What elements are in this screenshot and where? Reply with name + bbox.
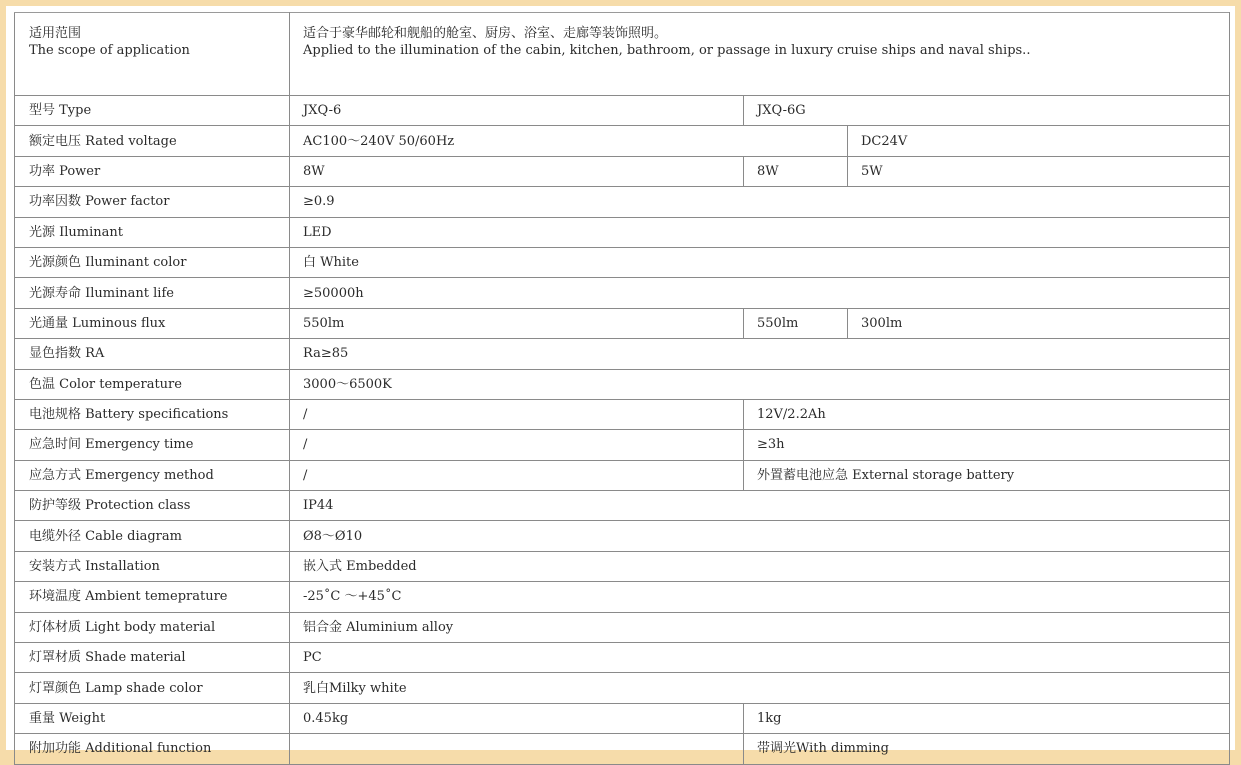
- row-value: 乳白Milky white: [290, 673, 1230, 703]
- row-label: 电池规格 Battery specifications: [15, 399, 290, 429]
- table-row-shade-color: [15, 673, 1230, 703]
- row-label: 安装方式 Installation: [15, 551, 290, 581]
- table-row-ambient-temperature: [15, 582, 1230, 612]
- scope-label-en: The scope of application: [29, 43, 190, 58]
- voltage-ac: AC100～240V 50/60Hz: [290, 126, 848, 156]
- table-row-ra: [15, 339, 1230, 369]
- scope-label-cn: 适用范围: [29, 26, 82, 41]
- row-label: 光源 Iluminant: [15, 217, 290, 247]
- row-label: 电缆外径 Cable diagram: [15, 521, 290, 551]
- row-label: 应急方式 Emergency method: [15, 460, 290, 490]
- table-row-scope: [15, 13, 1230, 96]
- voltage-dc: DC24V: [848, 126, 1230, 156]
- row-label: 光通量 Luminous flux: [15, 308, 290, 338]
- emergency-time-value-2: ≥3h: [744, 430, 1230, 460]
- power-value-3: 5W: [848, 156, 1230, 186]
- row-label: 色温 Color temperature: [15, 369, 290, 399]
- row-label: 灯罩颜色 Lamp shade color: [15, 673, 290, 703]
- additional-value-1: [290, 734, 744, 764]
- row-value: -25˚C ～+45˚C: [290, 582, 1230, 612]
- row-label: 功率因数 Power factor: [15, 187, 290, 217]
- row-value: IP44: [290, 491, 1230, 521]
- table-row-shade-material: [15, 643, 1230, 673]
- specification-table: [14, 12, 1230, 765]
- table-row-installation: [15, 551, 1230, 581]
- table-row-power-factor: [15, 187, 1230, 217]
- row-label: 应急时间 Emergency time: [15, 430, 290, 460]
- table-row-illuminant-life: [15, 278, 1230, 308]
- additional-value-2: 带调光With dimming: [744, 734, 1230, 764]
- row-label: 显色指数 RA: [15, 339, 290, 369]
- battery-value-2: 12V/2.2Ah: [744, 399, 1230, 429]
- row-value: LED: [290, 217, 1230, 247]
- table-row-illuminant: [15, 217, 1230, 247]
- power-value-2: 8W: [744, 156, 848, 186]
- row-value: ≥0.9: [290, 187, 1230, 217]
- battery-value-1: /: [290, 399, 744, 429]
- row-label: 附加功能 Additional function: [15, 734, 290, 764]
- table-row-body-material: [15, 612, 1230, 642]
- row-value: 嵌入式 Embedded: [290, 551, 1230, 581]
- scope-value-en: Applied to the illumination of the cabin, kitchen, bathroom, or passage in luxury cruise ships and naval ships..: [303, 43, 1031, 58]
- table-row-battery: [15, 399, 1230, 429]
- row-label: 重量 Weight: [15, 703, 290, 733]
- type-jxq6g: JXQ-6G: [744, 96, 1230, 126]
- row-value: ≥50000h: [290, 278, 1230, 308]
- scope-value-cell: [290, 13, 1230, 96]
- table-row-cable: [15, 521, 1230, 551]
- table-row-illuminant-color: [15, 247, 1230, 277]
- row-value: PC: [290, 643, 1230, 673]
- table-row-type: [15, 96, 1230, 126]
- weight-value-1: 0.45kg: [290, 703, 744, 733]
- table-row-weight: [15, 703, 1230, 733]
- row-label: 型号 Type: [15, 96, 290, 126]
- type-jxq6: JXQ-6: [290, 96, 744, 126]
- table-row-protection: [15, 491, 1230, 521]
- row-label: 灯体材质 Light body material: [15, 612, 290, 642]
- row-value: 3000～6500K: [290, 369, 1230, 399]
- row-value: Ra≥85: [290, 339, 1230, 369]
- scope-value-cn: 适合于豪华邮轮和舰船的舱室、厨房、浴室、走廊等装饰照明。: [303, 26, 668, 41]
- table-row-color-temperature: [15, 369, 1230, 399]
- table-row-emergency-method: [15, 460, 1230, 490]
- weight-value-2: 1kg: [744, 703, 1230, 733]
- row-label: 防护等级 Protection class: [15, 491, 290, 521]
- emergency-time-value-1: /: [290, 430, 744, 460]
- row-label: 额定电压 Rated voltage: [15, 126, 290, 156]
- emergency-method-value-2: 外置蓄电池应急 External storage battery: [744, 460, 1230, 490]
- table-row-luminous-flux: [15, 308, 1230, 338]
- row-value: Ø8～Ø10: [290, 521, 1230, 551]
- flux-value-1: 550lm: [290, 308, 744, 338]
- row-value: 白 White: [290, 247, 1230, 277]
- emergency-method-value-1: /: [290, 460, 744, 490]
- row-label: 灯罩材质 Shade material: [15, 643, 290, 673]
- flux-value-2: 550lm: [744, 308, 848, 338]
- power-value-1: 8W: [290, 156, 744, 186]
- row-value: 铝合金 Aluminium alloy: [290, 612, 1230, 642]
- table-row-emergency-time: [15, 430, 1230, 460]
- spec-sheet: [6, 6, 1235, 757]
- row-label: 功率 Power: [15, 156, 290, 186]
- row-label: 环境温度 Ambient temeprature: [15, 582, 290, 612]
- flux-value-3: 300lm: [848, 308, 1230, 338]
- table-row-voltage: [15, 126, 1230, 156]
- scope-label-cell: [15, 13, 290, 96]
- table-row-power: [15, 156, 1230, 186]
- row-label: 光源颜色 Iluminant color: [15, 247, 290, 277]
- table-row-additional-function: [15, 734, 1230, 764]
- row-label: 光源寿命 Iluminant life: [15, 278, 290, 308]
